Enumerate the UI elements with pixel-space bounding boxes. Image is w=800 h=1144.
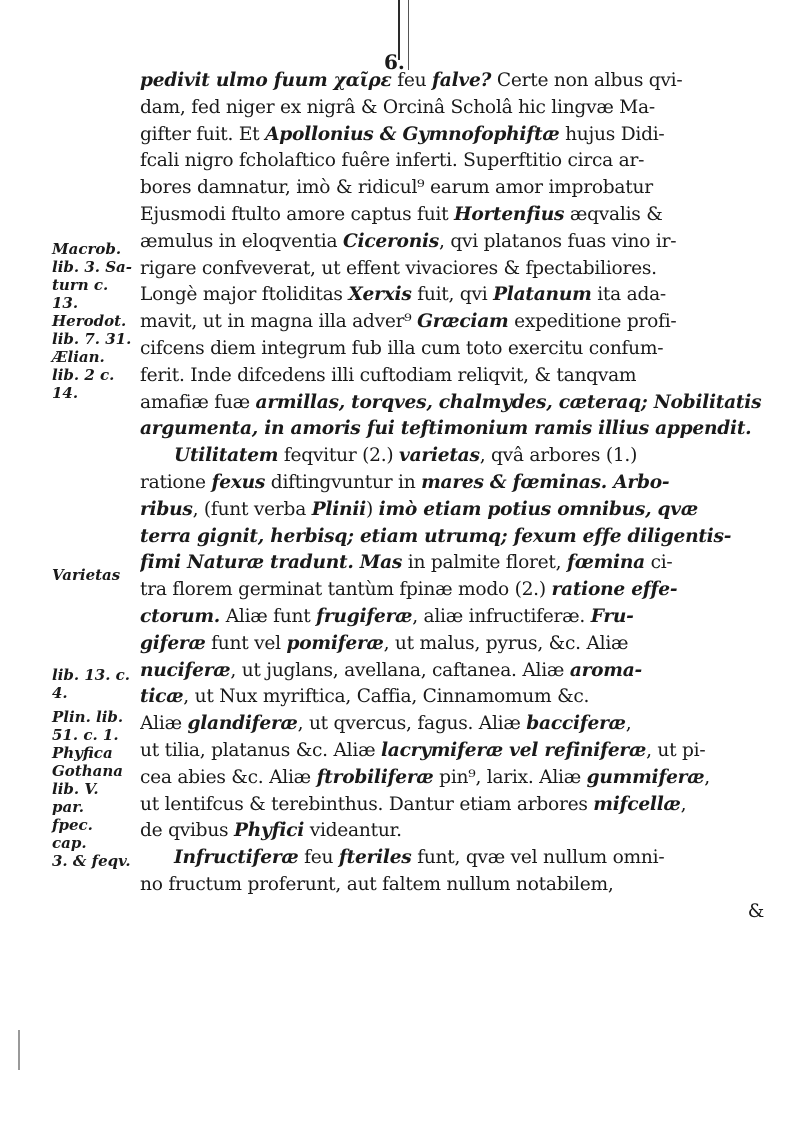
text-segment: Ejusmodi ftulto amore captus fuit — [140, 203, 454, 225]
text-segment: , — [680, 793, 687, 815]
text-line — [140, 122, 768, 149]
italic-segment: ticæ — [140, 686, 184, 708]
text-segment: funt vel — [205, 632, 287, 654]
margin-line: Varietas — [52, 566, 121, 584]
text-line — [140, 658, 768, 685]
italic-segment: fexus — [211, 471, 266, 493]
text-segment: fuit, qvi — [411, 284, 494, 306]
text-segment: expeditione profi- — [508, 311, 677, 333]
text-line — [140, 443, 768, 470]
text-segment: æmulus in eloqventia — [140, 230, 343, 252]
text-line — [140, 550, 768, 577]
italic-segment: Apollonius & Gymnofophiftæ — [265, 123, 560, 145]
italic-segment: varietas — [399, 445, 480, 467]
italic-segment: falve? — [432, 70, 492, 91]
italic-segment: glandiferæ — [187, 713, 298, 735]
italic-segment: ctorum. — [140, 605, 221, 627]
margin-line: Plin. lib. — [52, 708, 124, 726]
italic-segment: Platanum — [493, 284, 592, 306]
margin-line: 3. & feqv. — [52, 852, 131, 870]
text-segment: , (funt verba — [192, 498, 312, 520]
margin-line: lib. 3. Sa- — [52, 258, 132, 276]
italic-segment: lacrymiferæ vel refiniferæ — [380, 739, 647, 761]
italic-segment: aroma- — [569, 659, 642, 681]
text-segment: bores damnatur, imò & ridicul⁹ earum amor improbatur — [140, 177, 653, 199]
text-segment: hujus Didi- — [559, 123, 665, 145]
text-line — [140, 175, 768, 202]
margin-line: fpec. cap. — [52, 816, 93, 852]
italic-segment: mifcellæ — [593, 793, 681, 815]
text-segment: diftingvuntur in — [265, 471, 422, 493]
text-line — [140, 282, 768, 309]
margin-line: Ælian. — [52, 348, 105, 366]
italic-segment: pedivit ulmo fuum — [140, 70, 334, 91]
text-line — [140, 604, 768, 631]
margin-line: turn c. 13. — [52, 276, 109, 312]
text-line — [140, 416, 768, 443]
italic-segment: χαῖρε — [333, 70, 392, 91]
italic-segment: argumenta, in amoris fui teftimonium ramis illius appendit. — [140, 418, 752, 440]
text-segment: , aliæ infructiferæ. — [412, 605, 591, 627]
text-segment: , ut Nux myriftica, Caffia, Cinnamomum &c. — [183, 686, 590, 708]
italic-segment: Infructiferæ — [174, 847, 299, 869]
margin-line: 51. c. 1. — [52, 726, 119, 744]
italic-segment: pomiferæ — [286, 632, 384, 654]
text-line — [140, 497, 768, 524]
body-text — [140, 68, 768, 926]
italic-segment: fteriles — [338, 847, 412, 869]
italic-segment: armillas, torqves, chalmydes, cæteraq; Nobilitatis — [255, 391, 762, 413]
margin-line: Gothana — [52, 762, 123, 780]
text-line — [140, 470, 768, 497]
text-line — [140, 336, 768, 363]
text-segment: funt, qvæ vel nullum omni- — [411, 847, 665, 869]
text-segment: cea abies &c. Aliæ — [140, 766, 317, 788]
text-segment: Aliæ — [140, 713, 188, 735]
text-segment: , qvâ arbores (1.) — [479, 445, 638, 467]
text-line — [140, 363, 768, 390]
text-line — [140, 68, 768, 95]
text-segment: gifter fuit. Et — [140, 123, 266, 145]
margin-line: Herodot. — [52, 312, 127, 330]
text-line — [140, 818, 768, 845]
italic-segment: Hortenfius — [454, 203, 565, 225]
text-segment: ci- — [644, 552, 673, 574]
text-segment: ) — [365, 498, 379, 520]
margin-note-macrob — [52, 240, 132, 402]
text-segment: de qvibus — [140, 820, 235, 842]
italic-segment: mares & fœminas. Arbo- — [421, 471, 670, 493]
italic-segment: nuciferæ — [140, 659, 231, 681]
text-segment: , ut pi- — [646, 739, 706, 761]
text-segment: videantur. — [304, 820, 402, 842]
margin-line: Phyfica — [52, 744, 113, 762]
text-segment: & — [747, 900, 764, 922]
text-segment: fcali nigro fcholaftico fuêre inferti. Superftitio circa ar- — [140, 150, 645, 172]
italic-segment: fœmina — [566, 552, 645, 574]
italic-segment: ribus — [140, 498, 193, 520]
italic-segment: Græciam — [417, 311, 509, 333]
italic-segment: fimi Naturæ tradunt. Mas — [140, 552, 403, 574]
text-line — [140, 872, 768, 899]
italic-segment: bacciferæ — [526, 713, 626, 735]
italic-segment: Xerxis — [348, 284, 412, 306]
text-segment: dam, fed niger ex nigrâ & Orcinâ Scholâ hic lingvæ Ma- — [140, 96, 655, 118]
margin-line: lib. 13. c. 4. — [52, 666, 131, 702]
text-line — [140, 309, 768, 336]
italic-segment: Utilitatem — [174, 445, 279, 467]
text-segment: , — [625, 713, 632, 735]
italic-segment: terra gignit, herbisq; etiam utrumq; fexum effe diligentis- — [140, 525, 732, 547]
text-line — [140, 95, 768, 122]
italic-segment: ratione effe- — [551, 579, 678, 601]
text-segment: Longè major ftoliditas — [140, 284, 349, 306]
text-segment: Certe non albus qvi- — [491, 70, 683, 91]
text-segment: pin⁹, larix. Aliæ — [433, 766, 587, 788]
text-segment: no fructum proferunt, aut faltem nullum notabilem, — [140, 873, 614, 895]
text-line — [140, 256, 768, 283]
text-segment: ratione — [140, 471, 212, 493]
text-segment: ferit. Inde difcedens illi cuftodiam reliqvit, & tanqvam — [140, 364, 637, 386]
text-segment: mavit, ut in magna illa adver⁹ — [140, 311, 418, 333]
margin-line: lib. 2 c. 14. — [52, 366, 115, 402]
italic-segment: giferæ — [140, 632, 206, 654]
text-segment: tra florem germinat tantùm fpinæ modo (2.) — [140, 579, 552, 601]
page-number: 6. — [384, 50, 405, 74]
text-segment: , ut malus, pyrus, &c. Aliæ — [383, 632, 629, 654]
margin-note-plin — [52, 708, 132, 870]
text-segment: ita ada- — [591, 284, 666, 306]
text-line — [140, 577, 768, 604]
margin-note-lib13 — [52, 666, 132, 702]
text-line — [140, 202, 768, 229]
text-segment: cifcens diem integrum fub illa cum toto exercitu confum- — [140, 337, 664, 359]
text-segment: ut lentifcus & terebinthus. Dantur etiam arbores — [140, 793, 594, 815]
text-segment: , ut juglans, avellana, caftanea. Aliæ — [230, 659, 570, 681]
text-line — [140, 684, 768, 711]
scan-edge-line-secondary — [408, 0, 409, 70]
text-segment: , qvi platanos fuas vino ir- — [439, 230, 677, 252]
italic-segment: Plinii — [311, 498, 366, 520]
text-segment: ut tilia, platanus &c. Aliæ — [140, 739, 381, 761]
text-line — [140, 845, 768, 872]
text-line — [140, 899, 768, 926]
text-line — [140, 765, 768, 792]
text-line — [140, 738, 768, 765]
margin-line: lib. 7. 31. — [52, 330, 132, 348]
text-line — [140, 148, 768, 175]
italic-segment: Phyfici — [234, 820, 305, 842]
text-segment: , ut qvercus, fagus. Aliæ — [297, 713, 527, 735]
text-segment: amafiæ fuæ — [140, 391, 256, 413]
italic-segment: frugiferæ — [316, 605, 413, 627]
text-segment: feu — [391, 70, 433, 91]
text-segment: feu — [298, 847, 339, 869]
text-line — [140, 792, 768, 819]
text-segment: Aliæ funt — [220, 605, 317, 627]
italic-segment: ftrobiliferæ — [316, 766, 434, 788]
text-line — [140, 390, 768, 417]
text-segment: feqvitur (2.) — [278, 445, 400, 467]
italic-segment: Ciceronis — [343, 230, 440, 252]
page-edge-mark — [18, 1030, 20, 1070]
text-segment: rigare confveverat, ut effent vivaciores & fpectabiliores. — [140, 257, 657, 279]
margin-line: Macrob. — [52, 240, 122, 258]
text-line — [140, 229, 768, 256]
text-segment: æqvalis & — [564, 203, 663, 225]
text-segment: in palmite floret, — [402, 552, 567, 574]
italic-segment: Fru- — [590, 605, 634, 627]
italic-segment: gummiferæ — [586, 766, 705, 788]
margin-line: lib. V. par. — [52, 780, 99, 816]
margin-note-varietas — [52, 566, 132, 584]
text-line — [140, 711, 768, 738]
text-segment: , — [704, 766, 710, 788]
text-line — [140, 524, 768, 551]
italic-segment: imò etiam potius omnibus, qvæ — [378, 498, 698, 520]
text-line — [140, 631, 768, 658]
